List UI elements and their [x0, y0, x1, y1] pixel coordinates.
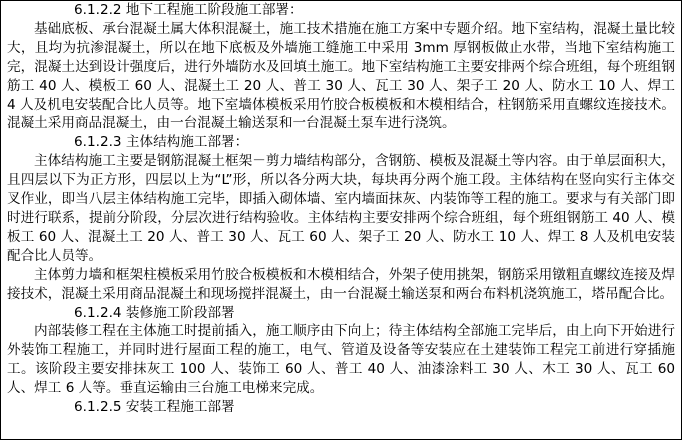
paragraph-shear-wall-formwork: 主体剪力墙和框架柱模板采用竹胶合板模板和木模相结合，外架子使用挑架，钢筋采用镦粗直螺纹连接及焊接技术，混凝土采用商品混凝土和现场搅拌混凝土，由一台混凝土输送泵和两台布料机浇筑施工，塔吊配合比。: [7, 266, 675, 302]
document-content: [7, 1, 675, 417]
paragraph-underground-works: 基础底板、承台混凝土属大体积混凝土，施工技术措施在施工方案中专题介绍。地下室结构，混凝土量比较大，且均为抗渗混凝土，所以在地下底板及外墙施工缝施工中采用 3mm 厚钢板做止水带，当地下室结构施工完，混凝土达到设计强度后，进行外墙防水及回填土施工。地下室结构施工主要安排两个综合班组，每个班组钢筋工 40 人、模板工 60 人、混凝土工 20 人、普工 30 人、瓦工 30 人、架子工 20 人、防水工 10 人、焊工 4 人及机电安装配合比人员等。地下室墙体模板采用竹胶合板模板和木模相结合，柱钢筋采用直螺纹连接技术。混凝土采用商品混凝土，由一台混凝土输送泵和一台混凝土泵车进行浇筑。: [7, 20, 675, 132]
section-heading-6-1-2-4: 6.1.2.4 装修施工阶段部署: [74, 304, 235, 321]
paragraph-decoration-works: 内部装修工程在主体施工时提前插入，施工顺序由下向上；待主体结构全部施工完毕后，由上向下开始进行外装饰工程施工，并同时进行屋面工程的施工，电气、管道及设备等安装应在土建装饰工程完工前进行穿插施工。该阶段主要安排抹灰工 100 人、装饰工 60 人、普工 40 人、油漆涂料工 30 人、木工 30 人、瓦工 60 人、焊工 6 人等。垂直运输由三台施工电梯来完成。: [7, 323, 675, 397]
paragraph-main-structure: 主体结构施工主要是钢筋混凝土框架－剪力墙结构部分，含钢筋、模板及混凝土等内容。由于单层面积大，且四层以下为正方形，四层以上为“L”形，所以各分两大块，每块再分两个施工段。主体结构在竖向实行主体交叉作业，即当八层主体结构施工完毕，即插入砌体墙、室内墙面抹灰、内装饰等工程的施工。要求与有关部门即时进行联系，提前分阶段，分层次进行结构验收。主体结构主要安排两个综合班组，每个班组钢筋工 40 人、模板工 60 人、混凝土工 20 人、普工 30 人、瓦工 60 人、架子工 20 人、防水工 10 人、焊工 8 人及机电安装配合比人员等。: [7, 153, 675, 264]
section-heading-6-1-2-5: 6.1.2.5 安装工程施工部署: [74, 399, 235, 416]
section-heading-6-1-2-3: 6.1.2.3 主体结构施工部署：: [74, 134, 249, 151]
section-heading-6-1-2-2: 6.1.2.2 地下工程施工阶段施工部署：: [74, 2, 303, 18]
